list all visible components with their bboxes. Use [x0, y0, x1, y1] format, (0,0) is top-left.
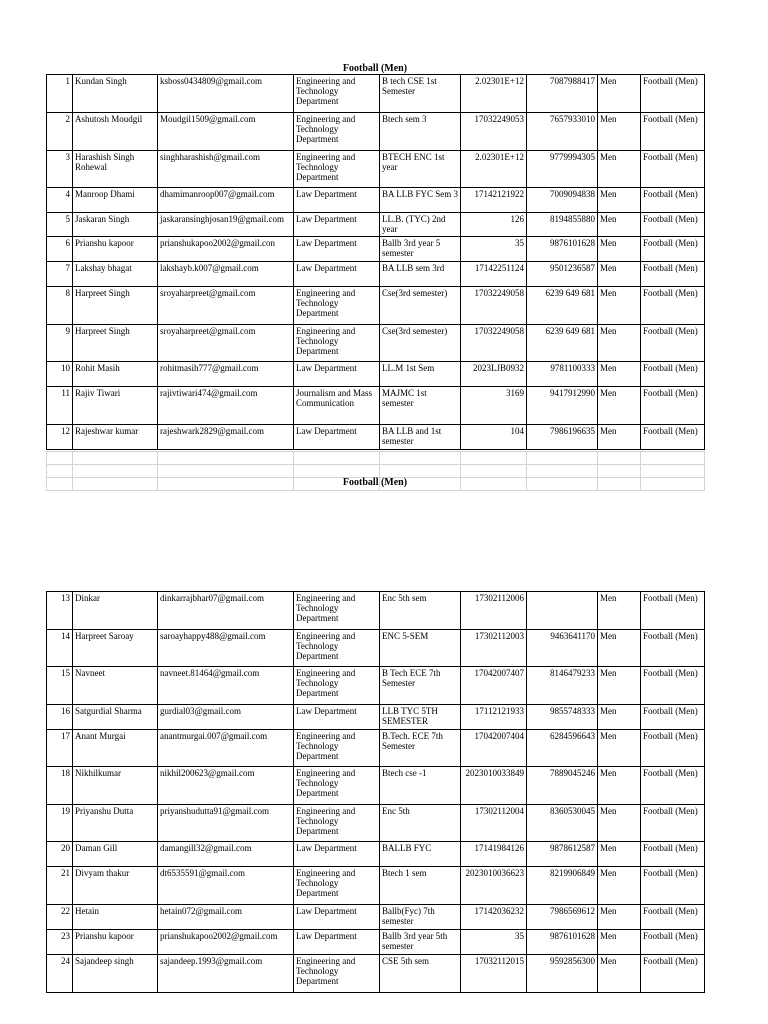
- roll-number-cell: 126: [461, 213, 527, 237]
- gender-cell: Men: [598, 867, 641, 905]
- phone-cell: 9592856300: [527, 955, 598, 993]
- roll-number-cell: 17302112003: [461, 630, 527, 667]
- table-row: [47, 425, 705, 450]
- table-row: [47, 237, 705, 262]
- course-cell: BA LLB sem 3rd: [380, 262, 461, 287]
- department-cell: Law Department: [294, 705, 380, 730]
- serial-number-cell: 16: [47, 705, 73, 730]
- email-cell: rajeshwark2829@gmail.com: [158, 425, 294, 450]
- gender-cell: Men: [598, 75, 641, 113]
- department-cell: Engineering and Technology Department: [294, 287, 380, 325]
- course-cell: LL.M 1st Sem: [380, 362, 461, 387]
- table-row: [47, 955, 705, 993]
- serial-number-cell: 9: [47, 325, 73, 362]
- email-cell: ksboss0434809@gmail.com: [158, 75, 294, 113]
- table-row: [47, 930, 705, 955]
- course-cell: LLB TYC 5TH SEMESTER: [380, 705, 461, 730]
- course-cell: B tech CSE 1st Semester: [380, 75, 461, 113]
- event-cell: Football (Men): [641, 213, 705, 237]
- department-cell: Law Department: [294, 237, 380, 262]
- name-cell: Rajeshwar kumar: [73, 425, 158, 450]
- table-row: [47, 592, 705, 630]
- phone-cell: 6284596643: [527, 730, 598, 767]
- department-cell: Journalism and Mass Communication: [294, 387, 380, 425]
- course-cell: CSE 5th sem: [380, 955, 461, 993]
- roll-number-cell: 17142036232: [461, 905, 527, 930]
- serial-number-cell: 11: [47, 387, 73, 425]
- gender-cell: Men: [598, 955, 641, 993]
- name-cell: Nikhilkumar: [73, 767, 158, 805]
- serial-number-cell: 10: [47, 362, 73, 387]
- event-cell: Football (Men): [641, 75, 705, 113]
- email-cell: sroyaharpreet@gmail.com: [158, 325, 294, 362]
- table-row: [47, 730, 705, 767]
- department-cell: Engineering and Technology Department: [294, 630, 380, 667]
- name-cell: Harashish Singh Rohewal: [73, 151, 158, 188]
- gender-cell: Men: [598, 387, 641, 425]
- event-cell: Football (Men): [641, 667, 705, 705]
- department-cell: Law Department: [294, 425, 380, 450]
- serial-number-cell: 14: [47, 630, 73, 667]
- course-cell: BA LLB and 1st semester: [380, 425, 461, 450]
- event-cell: Football (Men): [641, 905, 705, 930]
- table-row: [47, 767, 705, 805]
- course-cell: B.Tech. ECE 7th Semester: [380, 730, 461, 767]
- gender-cell: Men: [598, 630, 641, 667]
- table-row: [47, 805, 705, 842]
- department-cell: Law Department: [294, 213, 380, 237]
- event-cell: Football (Men): [641, 387, 705, 425]
- name-cell: Sajandeep singh: [73, 955, 158, 993]
- phone-cell: 8194855880: [527, 213, 598, 237]
- roll-number-cell: 17302112006: [461, 592, 527, 630]
- roll-number-cell: 17032249053: [461, 113, 527, 151]
- gender-cell: Men: [598, 930, 641, 955]
- gender-cell: Men: [598, 188, 641, 213]
- serial-number-cell: 17: [47, 730, 73, 767]
- table-row: [47, 387, 705, 425]
- roll-number-cell: 17032112015: [461, 955, 527, 993]
- event-cell: Football (Men): [641, 425, 705, 450]
- department-cell: Engineering and Technology Department: [294, 113, 380, 151]
- event-cell: Football (Men): [641, 630, 705, 667]
- table-row: [47, 905, 705, 930]
- phone-cell: [527, 592, 598, 630]
- course-cell: Cse(3rd semester): [380, 287, 461, 325]
- gender-cell: Men: [598, 767, 641, 805]
- course-cell: LL.B. (TYC) 2nd year: [380, 213, 461, 237]
- department-cell: Engineering and Technology Department: [294, 805, 380, 842]
- gender-cell: Men: [598, 667, 641, 705]
- department-cell: Law Department: [294, 188, 380, 213]
- serial-number-cell: 18: [47, 767, 73, 805]
- phone-cell: 9876101628: [527, 930, 598, 955]
- serial-number-cell: 7: [47, 262, 73, 287]
- phone-cell: 7986569612: [527, 905, 598, 930]
- course-cell: MAJMC 1st semester: [380, 387, 461, 425]
- event-cell: Football (Men): [641, 287, 705, 325]
- serial-number-cell: 21: [47, 867, 73, 905]
- department-cell: Engineering and Technology Department: [294, 592, 380, 630]
- roll-number-cell: 17142251124: [461, 262, 527, 287]
- course-cell: Btech cse -1: [380, 767, 461, 805]
- serial-number-cell: 5: [47, 213, 73, 237]
- email-cell: Moudgil1509@gmail.com: [158, 113, 294, 151]
- gender-cell: Men: [598, 151, 641, 188]
- email-cell: nikhil200623@gmail.com: [158, 767, 294, 805]
- phone-cell: 9779994305: [527, 151, 598, 188]
- table-row: [47, 867, 705, 905]
- phone-cell: 9463641170: [527, 630, 598, 667]
- registration-table-2: [46, 591, 705, 993]
- phone-cell: 9878612587: [527, 842, 598, 867]
- roll-number-cell: 35: [461, 237, 527, 262]
- event-cell: Football (Men): [641, 930, 705, 955]
- email-cell: sroyaharpreet@gmail.com: [158, 287, 294, 325]
- email-cell: rohitmasih777@gmail.com: [158, 362, 294, 387]
- gender-cell: Men: [598, 592, 641, 630]
- serial-number-cell: 19: [47, 805, 73, 842]
- gender-cell: Men: [598, 905, 641, 930]
- serial-number-cell: 23: [47, 930, 73, 955]
- roll-number-cell: 17032249058: [461, 287, 527, 325]
- email-cell: anantmurgai.007@gmail.com: [158, 730, 294, 767]
- name-cell: Satgurdial Sharma: [73, 705, 158, 730]
- course-cell: Enc 5th sem: [380, 592, 461, 630]
- phone-cell: 6239 649 681: [527, 325, 598, 362]
- name-cell: Divyam thakur: [73, 867, 158, 905]
- department-cell: Engineering and Technology Department: [294, 867, 380, 905]
- table-row: [47, 667, 705, 705]
- roll-number-cell: 17042007404: [461, 730, 527, 767]
- gender-cell: Men: [598, 113, 641, 151]
- event-cell: Football (Men): [641, 362, 705, 387]
- name-cell: Ashutosh Moudgil: [73, 113, 158, 151]
- table-row: [47, 262, 705, 287]
- email-cell: saroayhappy488@gmail.com: [158, 630, 294, 667]
- phone-cell: 9781100333: [527, 362, 598, 387]
- name-cell: Dinkar: [73, 592, 158, 630]
- course-cell: Btech 1 sem: [380, 867, 461, 905]
- roll-number-cell: 2023010036623: [461, 867, 527, 905]
- email-cell: jaskaransinghjosan19@gmail.com: [158, 213, 294, 237]
- email-cell: damangill32@gmail.com: [158, 842, 294, 867]
- roll-number-cell: 104: [461, 425, 527, 450]
- registration-table-1: [46, 74, 705, 450]
- phone-cell: 7657933010: [527, 113, 598, 151]
- phone-cell: 8219906849: [527, 867, 598, 905]
- roll-number-cell: 2023010033849: [461, 767, 527, 805]
- department-cell: Law Department: [294, 930, 380, 955]
- phone-cell: 6239 649 681: [527, 287, 598, 325]
- department-cell: Engineering and Technology Department: [294, 955, 380, 993]
- roll-number-cell: 17141984126: [461, 842, 527, 867]
- course-cell: B Tech ECE 7th Semester: [380, 667, 461, 705]
- roll-number-cell: 35: [461, 930, 527, 955]
- roll-number-cell: 2.02301E+12: [461, 151, 527, 188]
- department-cell: Engineering and Technology Department: [294, 75, 380, 113]
- gender-cell: Men: [598, 325, 641, 362]
- phone-cell: 7009094838: [527, 188, 598, 213]
- roll-number-cell: 17032249058: [461, 325, 527, 362]
- department-cell: Engineering and Technology Department: [294, 151, 380, 188]
- email-cell: dinkarrajbhar07@gmail.com: [158, 592, 294, 630]
- name-cell: Prianshu kapoor: [73, 237, 158, 262]
- name-cell: Rohit Masih: [73, 362, 158, 387]
- event-cell: Football (Men): [641, 955, 705, 993]
- name-cell: Navneet: [73, 667, 158, 705]
- table-row: [47, 362, 705, 387]
- serial-number-cell: 24: [47, 955, 73, 993]
- email-cell: rajivtiwari474@gmail.com: [158, 387, 294, 425]
- gender-cell: Men: [598, 730, 641, 767]
- roll-number-cell: 17142121922: [461, 188, 527, 213]
- event-cell: Football (Men): [641, 262, 705, 287]
- department-cell: Law Department: [294, 362, 380, 387]
- table-row: [47, 213, 705, 237]
- course-cell: BALLB FYC: [380, 842, 461, 867]
- event-cell: Football (Men): [641, 705, 705, 730]
- email-cell: priyanshudutta91@gmail.com: [158, 805, 294, 842]
- department-cell: Engineering and Technology Department: [294, 667, 380, 705]
- phone-cell: 7889045246: [527, 767, 598, 805]
- phone-cell: 9876101628: [527, 237, 598, 262]
- table-row: [47, 151, 705, 188]
- serial-number-cell: 2: [47, 113, 73, 151]
- event-cell: Football (Men): [641, 237, 705, 262]
- name-cell: Daman Gill: [73, 842, 158, 867]
- serial-number-cell: 1: [47, 75, 73, 113]
- department-cell: Law Department: [294, 905, 380, 930]
- serial-number-cell: 12: [47, 425, 73, 450]
- gender-cell: Men: [598, 842, 641, 867]
- name-cell: Manroop Dhami: [73, 188, 158, 213]
- roll-number-cell: 2.02301E+12: [461, 75, 527, 113]
- gender-cell: Men: [598, 213, 641, 237]
- course-cell: Enc 5th: [380, 805, 461, 842]
- phone-cell: 8146479233: [527, 667, 598, 705]
- section-title: Football (Men): [342, 477, 408, 488]
- phone-cell: 7087988417: [527, 75, 598, 113]
- gender-cell: Men: [598, 805, 641, 842]
- department-cell: Engineering and Technology Department: [294, 767, 380, 805]
- gender-cell: Men: [598, 425, 641, 450]
- event-cell: Football (Men): [641, 188, 705, 213]
- roll-number-cell: 2023LJB0932: [461, 362, 527, 387]
- event-cell: Football (Men): [641, 592, 705, 630]
- event-cell: Football (Men): [641, 730, 705, 767]
- serial-number-cell: 13: [47, 592, 73, 630]
- course-cell: BTECH ENC 1st year: [380, 151, 461, 188]
- serial-number-cell: 20: [47, 842, 73, 867]
- phone-cell: 9501236587: [527, 262, 598, 287]
- name-cell: Priyanshu Dutta: [73, 805, 158, 842]
- serial-number-cell: 3: [47, 151, 73, 188]
- gender-cell: Men: [598, 237, 641, 262]
- course-cell: Cse(3rd semester): [380, 325, 461, 362]
- name-cell: Hetain: [73, 905, 158, 930]
- phone-cell: 9417912990: [527, 387, 598, 425]
- event-cell: Football (Men): [641, 151, 705, 188]
- event-cell: Football (Men): [641, 842, 705, 867]
- name-cell: Harpreet Singh: [73, 325, 158, 362]
- event-cell: Football (Men): [641, 767, 705, 805]
- email-cell: prianshukapoo2002@gmail.com: [158, 930, 294, 955]
- roll-number-cell: 17302112004: [461, 805, 527, 842]
- gender-cell: Men: [598, 287, 641, 325]
- table-row: [47, 287, 705, 325]
- name-cell: Harpreet Singh: [73, 287, 158, 325]
- phone-cell: 8360530045: [527, 805, 598, 842]
- event-cell: Football (Men): [641, 805, 705, 842]
- serial-number-cell: 8: [47, 287, 73, 325]
- event-cell: Football (Men): [641, 867, 705, 905]
- department-cell: Engineering and Technology Department: [294, 325, 380, 362]
- table-row: [47, 325, 705, 362]
- event-cell: Football (Men): [641, 113, 705, 151]
- table-row: [47, 842, 705, 867]
- serial-number-cell: 15: [47, 667, 73, 705]
- name-cell: Anant Murgai: [73, 730, 158, 767]
- phone-cell: 9855748333: [527, 705, 598, 730]
- name-cell: Harpreet Saroay: [73, 630, 158, 667]
- course-cell: Ballb 3rd year 5 semester: [380, 237, 461, 262]
- phone-cell: 7986196635: [527, 425, 598, 450]
- gender-cell: Men: [598, 705, 641, 730]
- course-cell: Ballb(Fyc) 7th semester: [380, 905, 461, 930]
- email-cell: singhharashish@gmail.com: [158, 151, 294, 188]
- gender-cell: Men: [598, 362, 641, 387]
- serial-number-cell: 6: [47, 237, 73, 262]
- course-cell: Ballb 3rd year 5th semester: [380, 930, 461, 955]
- course-cell: ENC 5-SEM: [380, 630, 461, 667]
- email-cell: dhamimanroop007@gmail.com: [158, 188, 294, 213]
- course-cell: BA LLB FYC Sem 3: [380, 188, 461, 213]
- department-cell: Engineering and Technology Department: [294, 730, 380, 767]
- table-row: [47, 188, 705, 213]
- table-row: [47, 630, 705, 667]
- name-cell: Prianshu kapoor: [73, 930, 158, 955]
- email-cell: navneet.81464@gmail.com: [158, 667, 294, 705]
- roll-number-cell: 17042007407: [461, 667, 527, 705]
- serial-number-cell: 22: [47, 905, 73, 930]
- email-cell: lakshayb.k007@gmail.com: [158, 262, 294, 287]
- name-cell: Rajiv Tiwari: [73, 387, 158, 425]
- email-cell: gurdial03@gmail.com: [158, 705, 294, 730]
- name-cell: Jaskaran Singh: [73, 213, 158, 237]
- serial-number-cell: 4: [47, 188, 73, 213]
- gender-cell: Men: [598, 262, 641, 287]
- email-cell: sajandeep.1993@gmail.com: [158, 955, 294, 993]
- department-cell: Law Department: [294, 262, 380, 287]
- course-cell: Btech sem 3: [380, 113, 461, 151]
- name-cell: Lakshay bhagat: [73, 262, 158, 287]
- event-cell: Football (Men): [641, 325, 705, 362]
- table-row: [47, 75, 705, 113]
- email-cell: hetain072@gmail.com: [158, 905, 294, 930]
- roll-number-cell: 17112121933: [461, 705, 527, 730]
- department-cell: Law Department: [294, 842, 380, 867]
- roll-number-cell: 3169: [461, 387, 527, 425]
- page-title: Football (Men): [342, 63, 408, 74]
- table-row: [47, 113, 705, 151]
- email-cell: dt6535591@gmail.com: [158, 867, 294, 905]
- email-cell: prianshukapoo2002@gmail.con: [158, 237, 294, 262]
- name-cell: Kundan Singh: [73, 75, 158, 113]
- table-row: [47, 705, 705, 730]
